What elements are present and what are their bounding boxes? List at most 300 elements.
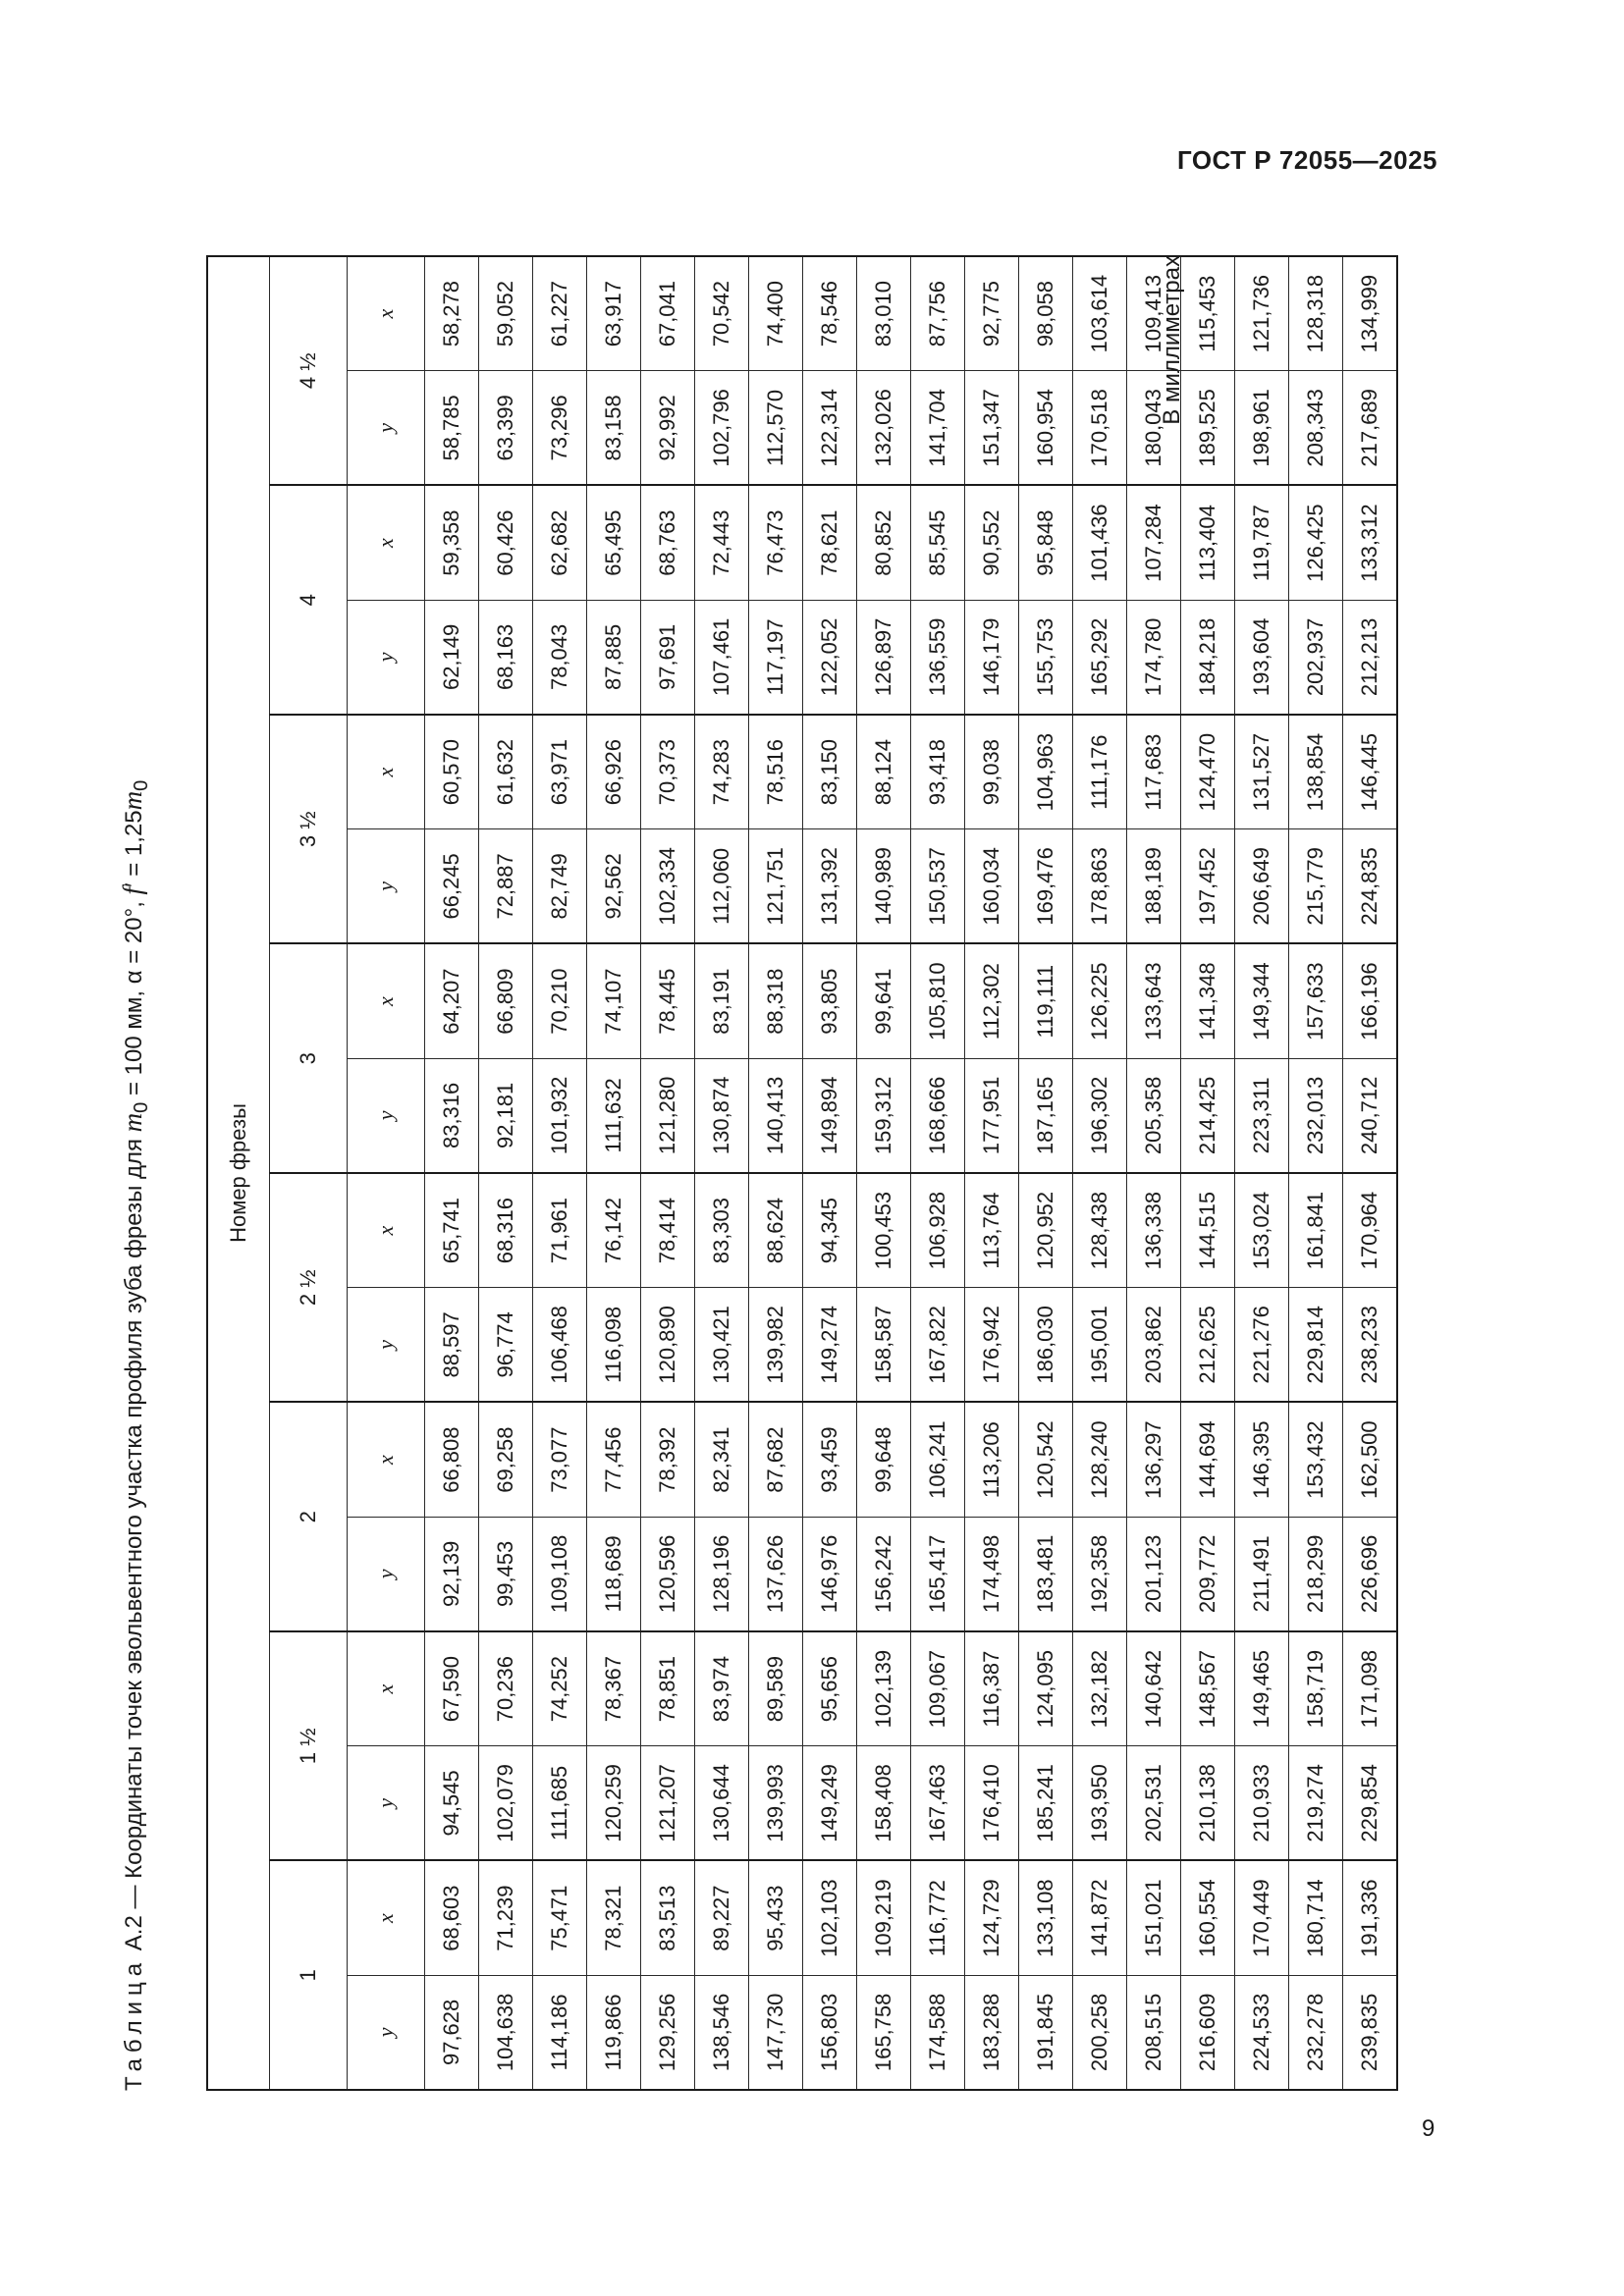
- cell-y: 195,001: [1073, 1288, 1127, 1403]
- caption-text-after: = 1,25: [121, 810, 147, 883]
- rotated-page-content: [113, 255, 1381, 2091]
- cell-x: 153,024: [1235, 1173, 1289, 1288]
- column-header-x: x: [348, 715, 425, 829]
- cell-x: 106,241: [911, 1403, 965, 1518]
- cell-y: 122,314: [803, 371, 857, 486]
- cell-x: 99,648: [857, 1403, 911, 1518]
- cell-x: 78,621: [803, 486, 857, 601]
- cell-y: 132,026: [857, 371, 911, 486]
- cell-x: 98,058: [1019, 256, 1073, 371]
- cutter-number-header: 1: [270, 1861, 348, 2091]
- cell-y: 92,139: [425, 1517, 479, 1631]
- cell-x: 113,206: [965, 1403, 1019, 1518]
- column-header-x: x: [348, 486, 425, 601]
- cell-y: 219,274: [1289, 1746, 1343, 1861]
- cell-x: 78,414: [641, 1173, 695, 1288]
- cell-x: 83,010: [857, 256, 911, 371]
- unit-note: В миллиметрах: [1159, 255, 1185, 425]
- caption-text-before: А.2 — Координаты точек эвольвентного участка профиля зуба фрезы для: [121, 1132, 147, 1957]
- table-row: [1073, 256, 1127, 2090]
- cell-y: 126,897: [857, 600, 911, 715]
- cell-y: 186,030: [1019, 1288, 1073, 1403]
- cell-x: 76,473: [749, 486, 803, 601]
- column-header-y: y: [348, 1288, 425, 1403]
- cell-y: 176,942: [965, 1288, 1019, 1403]
- cell-x: 66,808: [425, 1403, 479, 1518]
- table-row: [587, 256, 641, 2090]
- cell-x: 102,139: [857, 1631, 911, 1746]
- table-row: [749, 256, 803, 2090]
- group-header-row: [207, 256, 270, 2090]
- cell-y: 139,982: [749, 1288, 803, 1403]
- cell-x: 63,917: [587, 256, 641, 371]
- cell-x: 80,852: [857, 486, 911, 601]
- cell-x: 89,589: [749, 1631, 803, 1746]
- cell-x: 116,772: [911, 1861, 965, 1976]
- cell-y: 82,749: [533, 829, 587, 944]
- column-header-y: y: [348, 371, 425, 486]
- cell-y: 130,874: [695, 1058, 749, 1173]
- cell-y: 232,013: [1289, 1058, 1343, 1173]
- cell-y: 216,609: [1181, 1975, 1235, 2090]
- cell-y: 170,518: [1073, 371, 1127, 486]
- cell-y: 111,685: [533, 1746, 587, 1861]
- cell-x: 87,756: [911, 256, 965, 371]
- cell-y: 156,242: [857, 1517, 911, 1631]
- cell-y: 201,123: [1127, 1517, 1181, 1631]
- cell-y: 232,278: [1289, 1975, 1343, 2090]
- cell-y: 192,358: [1073, 1517, 1127, 1631]
- cell-y: 128,196: [695, 1517, 749, 1631]
- column-header-x: x: [348, 256, 425, 371]
- cutter-number-header: 2 ½: [270, 1173, 348, 1403]
- cell-y: 223,311: [1235, 1058, 1289, 1173]
- cell-x: 133,643: [1127, 944, 1181, 1059]
- cell-y: 206,649: [1235, 829, 1289, 944]
- cell-y: 205,358: [1127, 1058, 1181, 1173]
- cell-x: 170,449: [1235, 1861, 1289, 1976]
- cell-y: 121,751: [749, 829, 803, 944]
- cell-y: 187,165: [1019, 1058, 1073, 1173]
- cell-x: 170,964: [1343, 1173, 1398, 1288]
- page-number: 9: [1422, 2115, 1435, 2142]
- cell-y: 150,537: [911, 829, 965, 944]
- cell-y: 92,992: [641, 371, 695, 486]
- cell-x: 180,714: [1289, 1861, 1343, 1976]
- cell-y: 178,863: [1073, 829, 1127, 944]
- cell-x: 83,191: [695, 944, 749, 1059]
- cell-x: 121,736: [1235, 256, 1289, 371]
- cell-y: 174,780: [1127, 600, 1181, 715]
- cutter-number-header: 3 ½: [270, 715, 348, 944]
- cell-x: 58,278: [425, 256, 479, 371]
- cell-x: 171,098: [1343, 1631, 1398, 1746]
- cell-x: 117,683: [1127, 715, 1181, 829]
- document-header: ГОСТ Р 72055—2025: [1176, 145, 1437, 175]
- cell-x: 77,456: [587, 1403, 641, 1518]
- cell-y: 193,950: [1073, 1746, 1127, 1861]
- cell-y: 165,758: [857, 1975, 911, 2090]
- cell-y: 229,814: [1289, 1288, 1343, 1403]
- cell-x: 73,077: [533, 1403, 587, 1518]
- cell-y: 139,993: [749, 1746, 803, 1861]
- caption-m0: m: [118, 1112, 147, 1133]
- cell-y: 96,774: [479, 1288, 533, 1403]
- cell-x: 100,453: [857, 1173, 911, 1288]
- cell-y: 149,249: [803, 1746, 857, 1861]
- cell-y: 141,704: [911, 371, 965, 486]
- cell-y: 122,052: [803, 600, 857, 715]
- cell-x: 128,240: [1073, 1403, 1127, 1518]
- cell-x: 146,395: [1235, 1403, 1289, 1518]
- cell-y: 101,932: [533, 1058, 587, 1173]
- cell-y: 117,197: [749, 600, 803, 715]
- column-header-x: x: [348, 944, 425, 1059]
- cell-y: 119,866: [587, 1975, 641, 2090]
- table-row: [479, 256, 533, 2090]
- caption-m0-end-sub: 0: [130, 779, 152, 791]
- table-row: [641, 256, 695, 2090]
- cell-x: 93,459: [803, 1403, 857, 1518]
- cell-y: 167,463: [911, 1746, 965, 1861]
- cell-x: 88,124: [857, 715, 911, 829]
- cell-y: 102,334: [641, 829, 695, 944]
- cell-y: 120,596: [641, 1517, 695, 1631]
- cell-x: 68,763: [641, 486, 695, 601]
- cell-x: 66,926: [587, 715, 641, 829]
- cell-x: 149,465: [1235, 1631, 1289, 1746]
- cell-x: 109,219: [857, 1861, 911, 1976]
- cell-x: 95,656: [803, 1631, 857, 1746]
- cell-x: 166,196: [1343, 944, 1398, 1059]
- cell-x: 141,348: [1181, 944, 1235, 1059]
- cell-y: 208,515: [1127, 1975, 1181, 2090]
- cell-y: 112,060: [695, 829, 749, 944]
- cell-x: 74,283: [695, 715, 749, 829]
- cell-y: 66,245: [425, 829, 479, 944]
- cell-y: 87,885: [587, 600, 641, 715]
- cell-y: 146,179: [965, 600, 1019, 715]
- cell-x: 67,041: [641, 256, 695, 371]
- cell-x: 72,443: [695, 486, 749, 601]
- cell-x: 68,316: [479, 1173, 533, 1288]
- cell-y: 83,158: [587, 371, 641, 486]
- table-row: [1019, 256, 1073, 2090]
- cell-y: 196,302: [1073, 1058, 1127, 1173]
- cell-x: 99,038: [965, 715, 1019, 829]
- cell-y: 174,588: [911, 1975, 965, 2090]
- cell-x: 115,453: [1181, 256, 1235, 371]
- cell-y: 120,259: [587, 1746, 641, 1861]
- cell-y: 92,181: [479, 1058, 533, 1173]
- cell-y: 177,951: [965, 1058, 1019, 1173]
- table-row: [695, 256, 749, 2090]
- cell-x: 99,641: [857, 944, 911, 1059]
- cell-y: 58,785: [425, 371, 479, 486]
- cell-x: 128,318: [1289, 256, 1343, 371]
- column-header-y: y: [348, 829, 425, 944]
- cutter-number-header: 1 ½: [270, 1631, 348, 1861]
- cell-y: 174,498: [965, 1517, 1019, 1631]
- group-header-cell: Номер фрезы: [207, 256, 270, 2090]
- cell-y: 121,280: [641, 1058, 695, 1173]
- cell-y: 78,043: [533, 600, 587, 715]
- table-row: [425, 256, 479, 2090]
- cell-y: 107,461: [695, 600, 749, 715]
- cell-x: 106,928: [911, 1173, 965, 1288]
- column-header-x: x: [348, 1861, 425, 1976]
- cell-x: 160,554: [1181, 1861, 1235, 1976]
- cell-x: 92,775: [965, 256, 1019, 371]
- column-header-y: y: [348, 1746, 425, 1861]
- cell-y: 191,845: [1019, 1975, 1073, 2090]
- cell-y: 176,410: [965, 1746, 1019, 1861]
- cell-y: 116,098: [587, 1288, 641, 1403]
- cell-y: 160,034: [965, 829, 1019, 944]
- cell-y: 62,149: [425, 600, 479, 715]
- cell-x: 144,694: [1181, 1403, 1235, 1518]
- cell-y: 121,207: [641, 1746, 695, 1861]
- cell-x: 109,413: [1127, 256, 1181, 371]
- coordinates-table: [206, 255, 1398, 2091]
- cell-x: 78,367: [587, 1631, 641, 1746]
- cell-y: 212,625: [1181, 1288, 1235, 1403]
- cell-y: 183,288: [965, 1975, 1019, 2090]
- cell-y: 130,644: [695, 1746, 749, 1861]
- cell-x: 136,297: [1127, 1403, 1181, 1518]
- cell-x: 141,872: [1073, 1861, 1127, 1976]
- cell-x: 126,425: [1289, 486, 1343, 601]
- cell-y: 102,796: [695, 371, 749, 486]
- table-row: [803, 256, 857, 2090]
- cell-y: 209,772: [1181, 1517, 1235, 1631]
- cell-y: 63,399: [479, 371, 533, 486]
- cell-x: 107,284: [1127, 486, 1181, 601]
- table-row: [1127, 256, 1181, 2090]
- cell-x: 59,358: [425, 486, 479, 601]
- cell-y: 155,753: [1019, 600, 1073, 715]
- cell-y: 129,256: [641, 1975, 695, 2090]
- cell-y: 217,689: [1343, 371, 1398, 486]
- caption-m0-sub: 0: [130, 1101, 152, 1113]
- cell-x: 61,227: [533, 256, 587, 371]
- cell-x: 94,345: [803, 1173, 857, 1288]
- cell-x: 157,633: [1289, 944, 1343, 1059]
- cell-x: 161,841: [1289, 1173, 1343, 1288]
- cell-x: 85,545: [911, 486, 965, 601]
- cell-y: 208,343: [1289, 371, 1343, 486]
- cell-x: 119,111: [1019, 944, 1073, 1059]
- cell-y: 188,189: [1127, 829, 1181, 944]
- cell-y: 202,531: [1127, 1746, 1181, 1861]
- cell-y: 92,562: [587, 829, 641, 944]
- cell-x: 149,344: [1235, 944, 1289, 1059]
- cell-x: 83,150: [803, 715, 857, 829]
- caption-label: Таблица: [121, 1956, 147, 2091]
- cell-x: 74,400: [749, 256, 803, 371]
- cell-x: 83,513: [641, 1861, 695, 1976]
- cutter-number-header: 3: [270, 944, 348, 1174]
- cell-x: 68,603: [425, 1861, 479, 1976]
- cell-x: 69,258: [479, 1403, 533, 1518]
- cell-x: 153,432: [1289, 1403, 1343, 1518]
- column-header-x: x: [348, 1403, 425, 1518]
- cell-x: 60,426: [479, 486, 533, 601]
- cutter-number-header: 4 ½: [270, 256, 348, 486]
- cell-y: 106,468: [533, 1288, 587, 1403]
- cell-x: 88,624: [749, 1173, 803, 1288]
- cell-x: 64,207: [425, 944, 479, 1059]
- caption-f: f: [118, 886, 147, 895]
- cell-y: 97,628: [425, 1975, 479, 2090]
- cell-x: 65,495: [587, 486, 641, 601]
- cell-y: 72,887: [479, 829, 533, 944]
- cell-x: 133,312: [1343, 486, 1398, 601]
- cell-y: 88,597: [425, 1288, 479, 1403]
- cell-x: 66,809: [479, 944, 533, 1059]
- cell-x: 78,546: [803, 256, 857, 371]
- cell-x: 89,227: [695, 1861, 749, 1976]
- cell-x: 63,971: [533, 715, 587, 829]
- cell-x: 74,107: [587, 944, 641, 1059]
- cell-y: 185,241: [1019, 1746, 1073, 1861]
- cell-x: 132,182: [1073, 1631, 1127, 1746]
- cell-x: 78,851: [641, 1631, 695, 1746]
- cell-x: 148,567: [1181, 1631, 1235, 1746]
- table-head: [207, 256, 425, 2090]
- cell-x: 134,999: [1343, 256, 1398, 371]
- cell-x: 105,810: [911, 944, 965, 1059]
- cell-y: 210,138: [1181, 1746, 1235, 1861]
- cell-y: 160,954: [1019, 371, 1073, 486]
- table-row: [911, 256, 965, 2090]
- cell-x: 83,303: [695, 1173, 749, 1288]
- cell-y: 138,546: [695, 1975, 749, 2090]
- cell-x: 70,210: [533, 944, 587, 1059]
- column-header-x: x: [348, 1631, 425, 1746]
- cell-y: 189,525: [1181, 371, 1235, 486]
- cell-y: 183,481: [1019, 1517, 1073, 1631]
- cell-x: 144,515: [1181, 1173, 1235, 1288]
- cell-y: 210,933: [1235, 1746, 1289, 1861]
- cell-y: 211,491: [1235, 1517, 1289, 1631]
- cell-y: 169,476: [1019, 829, 1073, 944]
- cell-x: 112,302: [965, 944, 1019, 1059]
- cell-y: 131,392: [803, 829, 857, 944]
- column-header-x: x: [348, 1173, 425, 1288]
- cell-y: 240,712: [1343, 1058, 1398, 1173]
- table-row: [1235, 256, 1289, 2090]
- cell-y: 73,296: [533, 371, 587, 486]
- cell-x: 62,682: [533, 486, 587, 601]
- cell-x: 78,321: [587, 1861, 641, 1976]
- cell-x: 126,225: [1073, 944, 1127, 1059]
- cell-y: 68,163: [479, 600, 533, 715]
- cell-y: 114,186: [533, 1975, 587, 2090]
- cell-y: 140,413: [749, 1058, 803, 1173]
- cell-x: 93,418: [911, 715, 965, 829]
- cell-x: 151,021: [1127, 1861, 1181, 1976]
- cell-y: 130,421: [695, 1288, 749, 1403]
- cell-x: 70,236: [479, 1631, 533, 1746]
- cell-y: 83,316: [425, 1058, 479, 1173]
- cell-x: 128,438: [1073, 1173, 1127, 1288]
- table-row: [965, 256, 1019, 2090]
- cell-x: 78,392: [641, 1403, 695, 1518]
- cutter-number-header: 2: [270, 1403, 348, 1632]
- cell-y: 218,299: [1289, 1517, 1343, 1631]
- cell-x: 191,336: [1343, 1861, 1398, 1976]
- table-row: [533, 256, 587, 2090]
- coordinate-header-row: [348, 256, 425, 2090]
- cell-y: 212,213: [1343, 600, 1398, 715]
- table-row: [1289, 256, 1343, 2090]
- cell-x: 146,445: [1343, 715, 1398, 829]
- cell-y: 109,108: [533, 1517, 587, 1631]
- coordinates-table-wrapper: [206, 255, 1398, 2091]
- cell-y: 180,043: [1127, 371, 1181, 486]
- cell-x: 124,729: [965, 1861, 1019, 1976]
- cell-y: 118,689: [587, 1517, 641, 1631]
- cell-x: 75,471: [533, 1861, 587, 1976]
- table-row: [857, 256, 911, 2090]
- cell-x: 78,516: [749, 715, 803, 829]
- cell-y: 111,632: [587, 1058, 641, 1173]
- cell-x: 71,239: [479, 1861, 533, 1976]
- cell-x: 74,252: [533, 1631, 587, 1746]
- cell-x: 70,373: [641, 715, 695, 829]
- cell-x: 102,103: [803, 1861, 857, 1976]
- cell-x: 116,387: [965, 1631, 1019, 1746]
- cell-y: 165,417: [911, 1517, 965, 1631]
- column-header-y: y: [348, 600, 425, 715]
- cell-y: 229,854: [1343, 1746, 1398, 1861]
- cell-x: 119,787: [1235, 486, 1289, 601]
- cell-x: 103,614: [1073, 256, 1127, 371]
- cell-y: 140,989: [857, 829, 911, 944]
- cell-y: 224,835: [1343, 829, 1398, 944]
- cell-x: 78,445: [641, 944, 695, 1059]
- cell-x: 136,338: [1127, 1173, 1181, 1288]
- cell-x: 133,108: [1019, 1861, 1073, 1976]
- cell-x: 67,590: [425, 1631, 479, 1746]
- caption-f-prime: ′: [121, 882, 147, 887]
- cell-y: 97,691: [641, 600, 695, 715]
- table-row: [1343, 256, 1398, 2090]
- cell-y: 137,626: [749, 1517, 803, 1631]
- cell-x: 131,527: [1235, 715, 1289, 829]
- cell-y: 147,730: [749, 1975, 803, 2090]
- cell-y: 221,276: [1235, 1288, 1289, 1403]
- cell-y: 198,961: [1235, 371, 1289, 486]
- cell-y: 99,453: [479, 1517, 533, 1631]
- cell-x: 120,542: [1019, 1403, 1073, 1518]
- cell-x: 83,974: [695, 1631, 749, 1746]
- cell-x: 162,500: [1343, 1403, 1398, 1518]
- cell-x: 71,961: [533, 1173, 587, 1288]
- cell-y: 136,559: [911, 600, 965, 715]
- cell-x: 138,854: [1289, 715, 1343, 829]
- cell-y: 156,803: [803, 1975, 857, 2090]
- cell-x: 70,542: [695, 256, 749, 371]
- cell-y: 203,862: [1127, 1288, 1181, 1403]
- cell-y: 149,894: [803, 1058, 857, 1173]
- cell-y: 102,079: [479, 1746, 533, 1861]
- cell-y: 120,890: [641, 1288, 695, 1403]
- cell-y: 112,570: [749, 371, 803, 486]
- cutter-number-header: 4: [270, 486, 348, 716]
- cell-y: 167,822: [911, 1288, 965, 1403]
